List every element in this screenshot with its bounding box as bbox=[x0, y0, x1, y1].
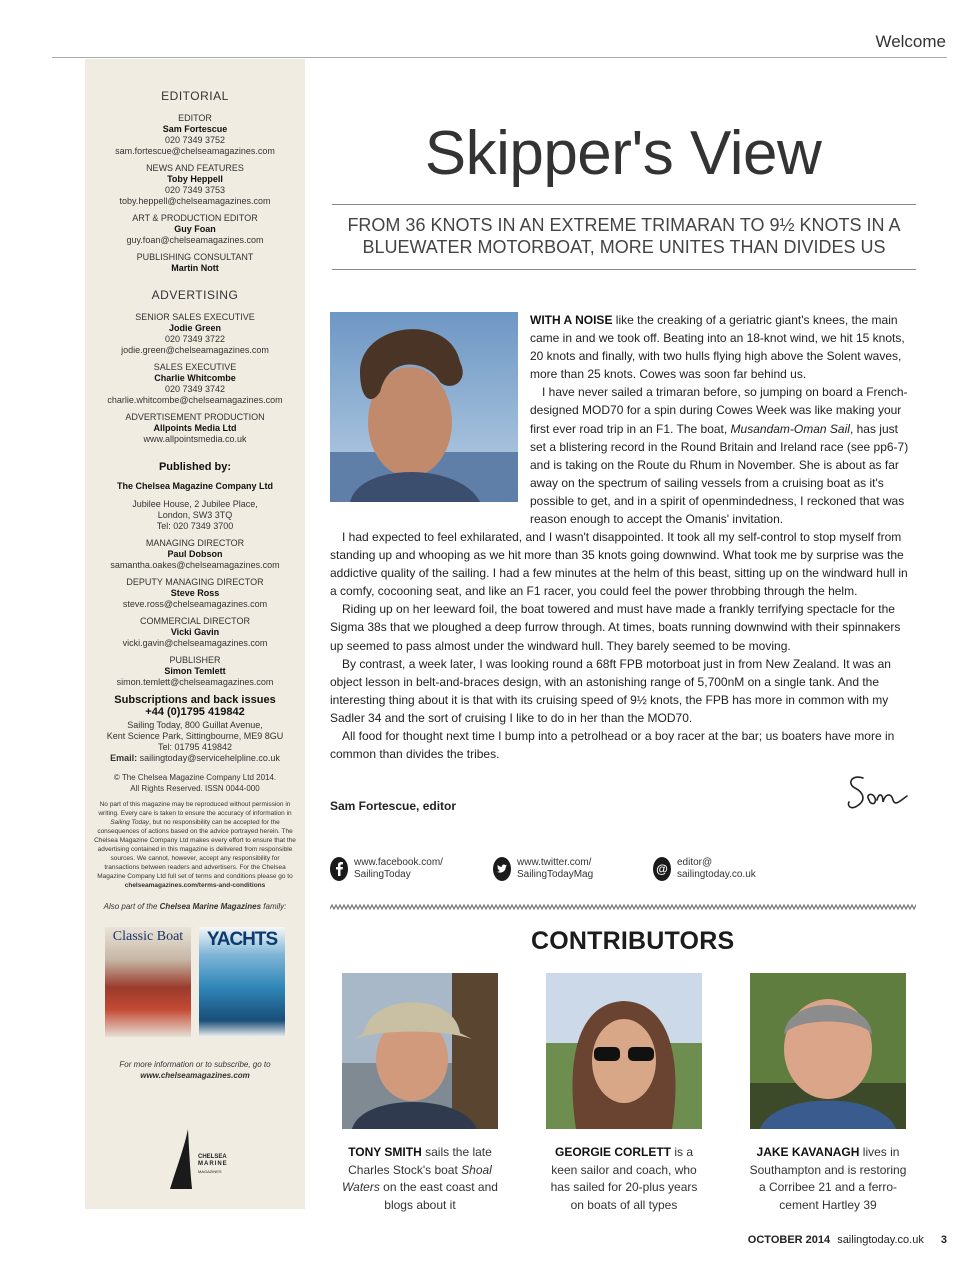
disclaimer-text: , but no responsibility can be accepted for the consequences of actions based on the advice portrayed herein. The Chelsea Magazine Company Ltd makes every effort to ensure that the advertising contained in this magazine is delivered from responsible sources. We cannot, however, accept any responsibility for transactions between readers and advertisers. For the Chelsea Magazine Company Ltd full set of terms and conditions please go to bbox=[94, 819, 296, 880]
contributor-bio: sails the late Charles Stock's boat bbox=[348, 1145, 492, 1177]
paragraph-text: like the creaking of a geriatric giant's knees, the main came in and we took off. Beating into an 18-knot wind, we hit 15 knots, 20 knots and finally, with two hulls flying high above the Solent waves, more than 25 knots. Cowes was soon far behind us. bbox=[530, 313, 905, 382]
contributor-bio: is a keen sailor and coach, who has sailed for 20-plus years on boats of all types bbox=[550, 1145, 698, 1212]
editorial-heading: EDITORIAL bbox=[161, 89, 229, 103]
email-label: Email: bbox=[110, 753, 138, 763]
staff-role: PUBLISHING CONSULTANT bbox=[136, 252, 254, 262]
staff-publishing bbox=[93, 252, 297, 274]
email-user: editor@ bbox=[677, 857, 713, 868]
staff-role: MANAGING DIRECTOR bbox=[145, 538, 245, 548]
staff-name: Toby Heppell bbox=[167, 174, 223, 184]
staff-name: Charlie Whitcombe bbox=[154, 373, 236, 383]
address-line: London, SW3 3TQ bbox=[157, 510, 233, 520]
copyright bbox=[93, 772, 297, 794]
logo-line: MARINE bbox=[198, 1161, 228, 1167]
subscriptions-title bbox=[93, 694, 297, 718]
headline-rule bbox=[332, 204, 916, 205]
staff-ad-production bbox=[93, 412, 297, 445]
address-line: Kent Science Park, Sittingbourne, ME9 8GU bbox=[106, 731, 284, 741]
section-tag: Welcome bbox=[875, 32, 946, 51]
facebook-handle: SailingToday bbox=[354, 869, 411, 880]
subscriptions-address bbox=[93, 720, 297, 764]
twitter-url: www.twitter.com/ bbox=[517, 857, 592, 868]
staff-name: Guy Foan bbox=[174, 224, 216, 234]
contributor-name: GEORGIE CORLETT bbox=[554, 1145, 671, 1159]
article-body bbox=[330, 528, 916, 763]
staff-email[interactable]: toby.heppell@chelseamagazines.com bbox=[119, 196, 271, 206]
standfirst-rule bbox=[332, 269, 916, 270]
email-text bbox=[677, 857, 756, 881]
address-line: Sailing Today, 800 Guillat Avenue, bbox=[127, 720, 263, 730]
staff-name: Sam Fortescue bbox=[162, 124, 228, 134]
disclaimer bbox=[93, 800, 297, 890]
staff-commercial bbox=[93, 616, 297, 649]
terms-link[interactable]: chelseamagazines.com/terms-and-conditions bbox=[124, 882, 266, 889]
address-line: Tel: 01795 419842 bbox=[157, 742, 233, 752]
contributor-name: JAKE KAVANAGH bbox=[756, 1145, 860, 1159]
contributor-photo-tony bbox=[342, 973, 498, 1129]
subscriptions-email[interactable]: sailingtoday@servicehelpline.co.uk bbox=[139, 753, 280, 763]
staff-name: Steve Ross bbox=[170, 588, 220, 598]
magazine-covers bbox=[93, 927, 297, 1037]
staff-name: Paul Dobson bbox=[167, 549, 223, 559]
publisher-company: The Chelsea Magazine Company Ltd bbox=[116, 481, 274, 491]
contributor-caption-jake bbox=[748, 1144, 908, 1214]
copyright-line: All Rights Reserved. ISSN 0044-000 bbox=[130, 784, 260, 793]
address-line: Tel: 020 7349 3700 bbox=[156, 521, 234, 531]
staff-role: COMMERCIAL DIRECTOR bbox=[139, 616, 250, 626]
staff-email[interactable]: vicki.gavin@chelseamagazines.com bbox=[122, 638, 268, 648]
copyright-line: © The Chelsea Magazine Company Ltd 2014. bbox=[113, 773, 277, 782]
staff-email[interactable]: guy.foan@chelseamagazines.com bbox=[126, 235, 264, 245]
staff-email[interactable]: sam.fortescue@chelseamagazines.com bbox=[115, 146, 275, 156]
logo-line: CHELSEA bbox=[198, 1154, 227, 1160]
page-number: 3 bbox=[940, 1234, 947, 1246]
paragraph-text: , has just set a blistering record in the Round Britain and Ireland race (see pp6-7) and is taking on the Route du Rhum in November. She is about as far away on the spectrum of sailing vessels from a cruising boat as it's possible to get, and in a spirit of openmindedness, I reckoned that was reason enough to accept the Omanis' invitation. bbox=[530, 421, 909, 527]
article-paragraph: By contrast, a week later, I was looking round a 68ft FPB motorboat just in from New Zealand. It was an object lesson in belt-and-braces design, with an astonishing range of 5,700nM on a single tank. And the interesting thing about it is that with its cruising speed of 9½ knots, the FPB has more in common with my Sadler 34 and the sort of cruising I like to do in her than the MOD70. bbox=[330, 656, 891, 725]
staff-role: DEPUTY MANAGING DIRECTOR bbox=[126, 577, 264, 587]
staff-news bbox=[93, 163, 297, 207]
facebook-text bbox=[354, 857, 443, 881]
contributor-bio: on the east coast and blogs about it bbox=[379, 1180, 498, 1212]
staff-role: SALES EXECUTIVE bbox=[153, 362, 237, 372]
article-paragraph bbox=[530, 383, 916, 528]
footer-site: sailingtoday.co.uk bbox=[837, 1234, 924, 1246]
article-paragraph bbox=[530, 311, 916, 383]
facebook-icon bbox=[330, 857, 348, 881]
facebook-link[interactable] bbox=[330, 857, 443, 885]
zigzag-divider bbox=[330, 903, 916, 911]
masthead-sidebar bbox=[85, 59, 305, 1209]
subscriptions-title-line: Subscriptions and back issues bbox=[114, 694, 276, 706]
standfirst: FROM 36 KNOTS IN AN EXTREME TRIMARAN TO 9½ KNOTS IN A BLUEWATER MOTORBOAT, MORE UNITES THAN DIVIDES US bbox=[347, 215, 901, 257]
staff-name: Allpoints Media Ltd bbox=[153, 423, 237, 433]
staff-editor bbox=[93, 113, 297, 157]
issue-date: OCTOBER 2014 bbox=[747, 1234, 831, 1246]
staff-email[interactable]: jodie.green@chelseamagazines.com bbox=[121, 345, 269, 355]
cover-title: YACHTS bbox=[206, 929, 278, 950]
twitter-handle: SailingTodayMag bbox=[517, 869, 594, 880]
email-domain: sailingtoday.co.uk bbox=[677, 869, 756, 880]
yachts-yachting-cover[interactable] bbox=[199, 927, 285, 1037]
twitter-icon bbox=[493, 857, 511, 881]
facebook-url: www.facebook.com/ bbox=[354, 857, 443, 868]
staff-sales bbox=[93, 362, 297, 406]
staff-role: SENIOR SALES EXECUTIVE bbox=[135, 312, 255, 322]
staff-name: Martin Nott bbox=[171, 263, 219, 273]
svg-text:@: @ bbox=[656, 862, 668, 876]
twitter-text bbox=[517, 857, 593, 881]
paragraph-text: I have never sailed a trimaran before, so jumping on board a French-designed MOD70 for a spin during Cowes Week was like making your first ever road trip in an F1. The boat, bbox=[530, 385, 908, 436]
address-line: Jubilee House, 2 Jubilee Place, bbox=[132, 499, 258, 509]
staff-role: NEWS AND FEATURES bbox=[146, 163, 244, 173]
advertising-heading: ADVERTISING bbox=[151, 288, 239, 302]
staff-email[interactable]: steve.ross@chelseamagazines.com bbox=[122, 599, 268, 609]
editor-signature bbox=[845, 770, 915, 814]
staff-email[interactable]: samantha.oakes@chelseamagazines.com bbox=[110, 560, 280, 570]
staff-email[interactable]: simon.temlett@chelseamagazines.com bbox=[116, 677, 274, 687]
article-body-intro bbox=[530, 311, 916, 528]
subscriptions-email-row bbox=[93, 753, 297, 764]
contributor-name: TONY SMITH bbox=[348, 1145, 422, 1159]
article-paragraph: Riding up on her leeward foil, the boat towered and must have made a frankly terrifying spectacle for the Sigma 38s that we ploughed a deep furrow through. At times, boats running downwind with their spinnakers up seemed to pass almost under the windward hull. They barely seemed to be moving. bbox=[330, 602, 901, 653]
staff-name: Simon Temlett bbox=[164, 666, 226, 676]
email-link[interactable] bbox=[653, 857, 756, 885]
classic-boat-cover[interactable] bbox=[105, 927, 191, 1037]
staff-email[interactable]: charlie.whitcombe@chelseamagazines.com bbox=[107, 395, 283, 405]
lead-in: WITH A NOISE bbox=[530, 313, 613, 327]
signoff: Sam Fortescue, editor bbox=[330, 799, 457, 813]
staff-phone: 020 7349 3753 bbox=[164, 185, 226, 195]
twitter-link[interactable] bbox=[493, 857, 593, 885]
logo-line: MAGAZINES bbox=[198, 1169, 222, 1174]
boat-name: Musandam-Oman Sail bbox=[730, 421, 850, 436]
subscriptions-phone: +44 (0)1795 419842 bbox=[145, 706, 245, 718]
staff-md bbox=[93, 538, 297, 571]
contributor-photo-jake bbox=[750, 973, 906, 1129]
more-info-text: For more information or to subscribe, go to bbox=[119, 1060, 271, 1069]
staff-phone: 020 7349 3742 bbox=[164, 384, 226, 394]
chelsea-website-link[interactable]: www.chelseamagazines.com bbox=[140, 1071, 250, 1080]
chelsea-marine-logo bbox=[170, 1129, 228, 1189]
staff-name: Vicki Gavin bbox=[170, 627, 220, 637]
disclaimer-text: No part of this magazine may be reproduced without permission in writing. Every care is taken to ensure the accuracy of information in bbox=[98, 801, 292, 817]
family-note bbox=[93, 902, 297, 911]
logo-wordmark bbox=[198, 1154, 228, 1189]
staff-website[interactable]: www.allpointsmedia.co.uk bbox=[143, 434, 247, 444]
published-by: Published by: bbox=[158, 461, 232, 473]
page-footer bbox=[748, 1234, 947, 1246]
at-sign-icon bbox=[653, 857, 671, 881]
staff-name: Jodie Green bbox=[168, 323, 222, 333]
staff-dmd bbox=[93, 577, 297, 610]
contributor-caption-tony bbox=[340, 1144, 500, 1214]
cover-title: Classic Boat bbox=[112, 929, 184, 944]
disclaimer-title: Sailing Today bbox=[110, 819, 149, 826]
staff-role: ART & PRODUCTION EDITOR bbox=[132, 213, 258, 223]
more-info bbox=[93, 1059, 297, 1081]
contributor-bio: lives in Southampton and is restoring a Corribee 21 and a ferro-cement Hartley 39 bbox=[749, 1145, 907, 1212]
editor-portrait bbox=[330, 312, 518, 502]
staff-role: ADVERTISEMENT PRODUCTION bbox=[125, 412, 265, 422]
staff-art bbox=[93, 213, 297, 246]
staff-phone: 020 7349 3752 bbox=[164, 135, 226, 145]
family-text: Also part of the bbox=[103, 902, 158, 911]
article-paragraph: All food for thought next time I bump into a petrolhead or a boy racer at the bar; us boaters have more in common than divides the tribes. bbox=[330, 729, 895, 762]
staff-phone: 020 7349 3722 bbox=[164, 334, 226, 344]
publisher-address bbox=[93, 499, 297, 532]
contributor-caption-georgie bbox=[544, 1144, 704, 1214]
article-paragraph: I had expected to feel exhilarated, and I wasn't disappointed. It took all my self-control to stop myself from standing up and whooping as we hit more than 35 knots going downwind. What took me by surprise was the addictive quality of the sailing. I had a few minutes at the helm of this beast, sitting up on the windward hull in a comfy, cocooning seat, and like an F1 racer, you could feel the power throbbing through the helm. bbox=[330, 530, 908, 599]
contributors-title: CONTRIBUTORS bbox=[531, 927, 735, 955]
sail-logo-icon bbox=[170, 1129, 194, 1189]
top-rule bbox=[52, 57, 947, 58]
family-text: family: bbox=[263, 902, 287, 911]
staff-role: PUBLISHER bbox=[169, 655, 221, 665]
contributor-photo-georgie bbox=[546, 973, 702, 1129]
headline: Skipper's View bbox=[424, 119, 822, 188]
boat-name: Shoal Waters bbox=[342, 1162, 492, 1194]
staff-role: EDITOR bbox=[178, 113, 212, 123]
staff-publisher bbox=[93, 655, 297, 688]
family-brand: Chelsea Marine Magazines bbox=[159, 902, 262, 911]
staff-sales-senior bbox=[93, 312, 297, 356]
